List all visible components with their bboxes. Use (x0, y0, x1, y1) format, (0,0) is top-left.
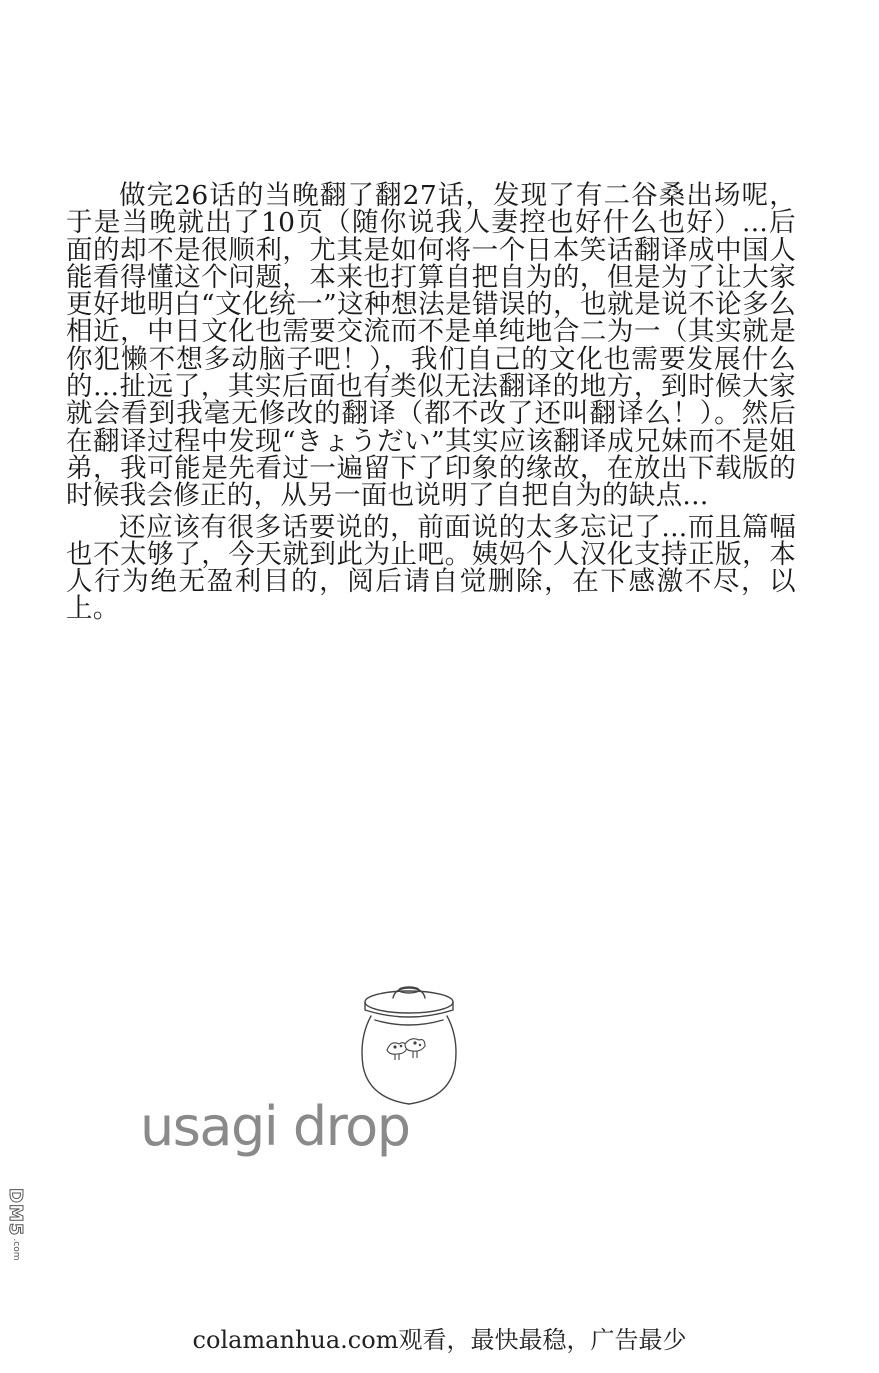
translator-note (66, 182, 796, 623)
usagi-drop-logo: usagi drop (140, 1095, 410, 1158)
watermark-suffix: .com (11, 1238, 21, 1261)
watermark-text: DM5 (5, 1188, 27, 1237)
footer-notice: colamanhua.com观看，最快最稳，广告最少 (192, 1326, 687, 1354)
note-paragraph-2: 还应该有很多话要说的，前面说的太多忘记了...而且篇幅也不太够了，今天就到此为止吧。姨妈个人汉化支持正版，本人行为绝无盈利目的，阅后请自觉删除，在下感激不尽，以上。 (66, 511, 796, 625)
dm5-watermark (3, 1188, 29, 1268)
note-paragraph-1: 做完26话的当晚翻了翻27话，发现了有二谷桑出场呢，于是当晚就出了10页（随你说我人妻控也好什么也好）...后面的却不是很顺利，尤其是如何将一个日本笑话翻译成中国人能看得懂这个问题，本来也打算自把自为的，但是为了让大家更好地明白“文化统一”这种想法是错误的，也就是说不论多么相近，中日文化也需要交流而不是单纯地合二为一（其实就是你犯懒不想多动脑子吧！），我们自己的文化也需要发展什么的...扯远了，其实后面也有类似无法翻译的地方，到时候大家就会看到我毫无修改的翻译（都不改了还叫翻译么！）。然后在翻译过程中发现“きょうだい”其实应该翻译成兄妹而不是姐弟，我可能是先看过一遍留下了印象的缘故，在放出下载版的时候我会修正的，从另一面也说明了自把自为的缺点... (66, 180, 796, 512)
jar-icon (355, 980, 465, 1110)
